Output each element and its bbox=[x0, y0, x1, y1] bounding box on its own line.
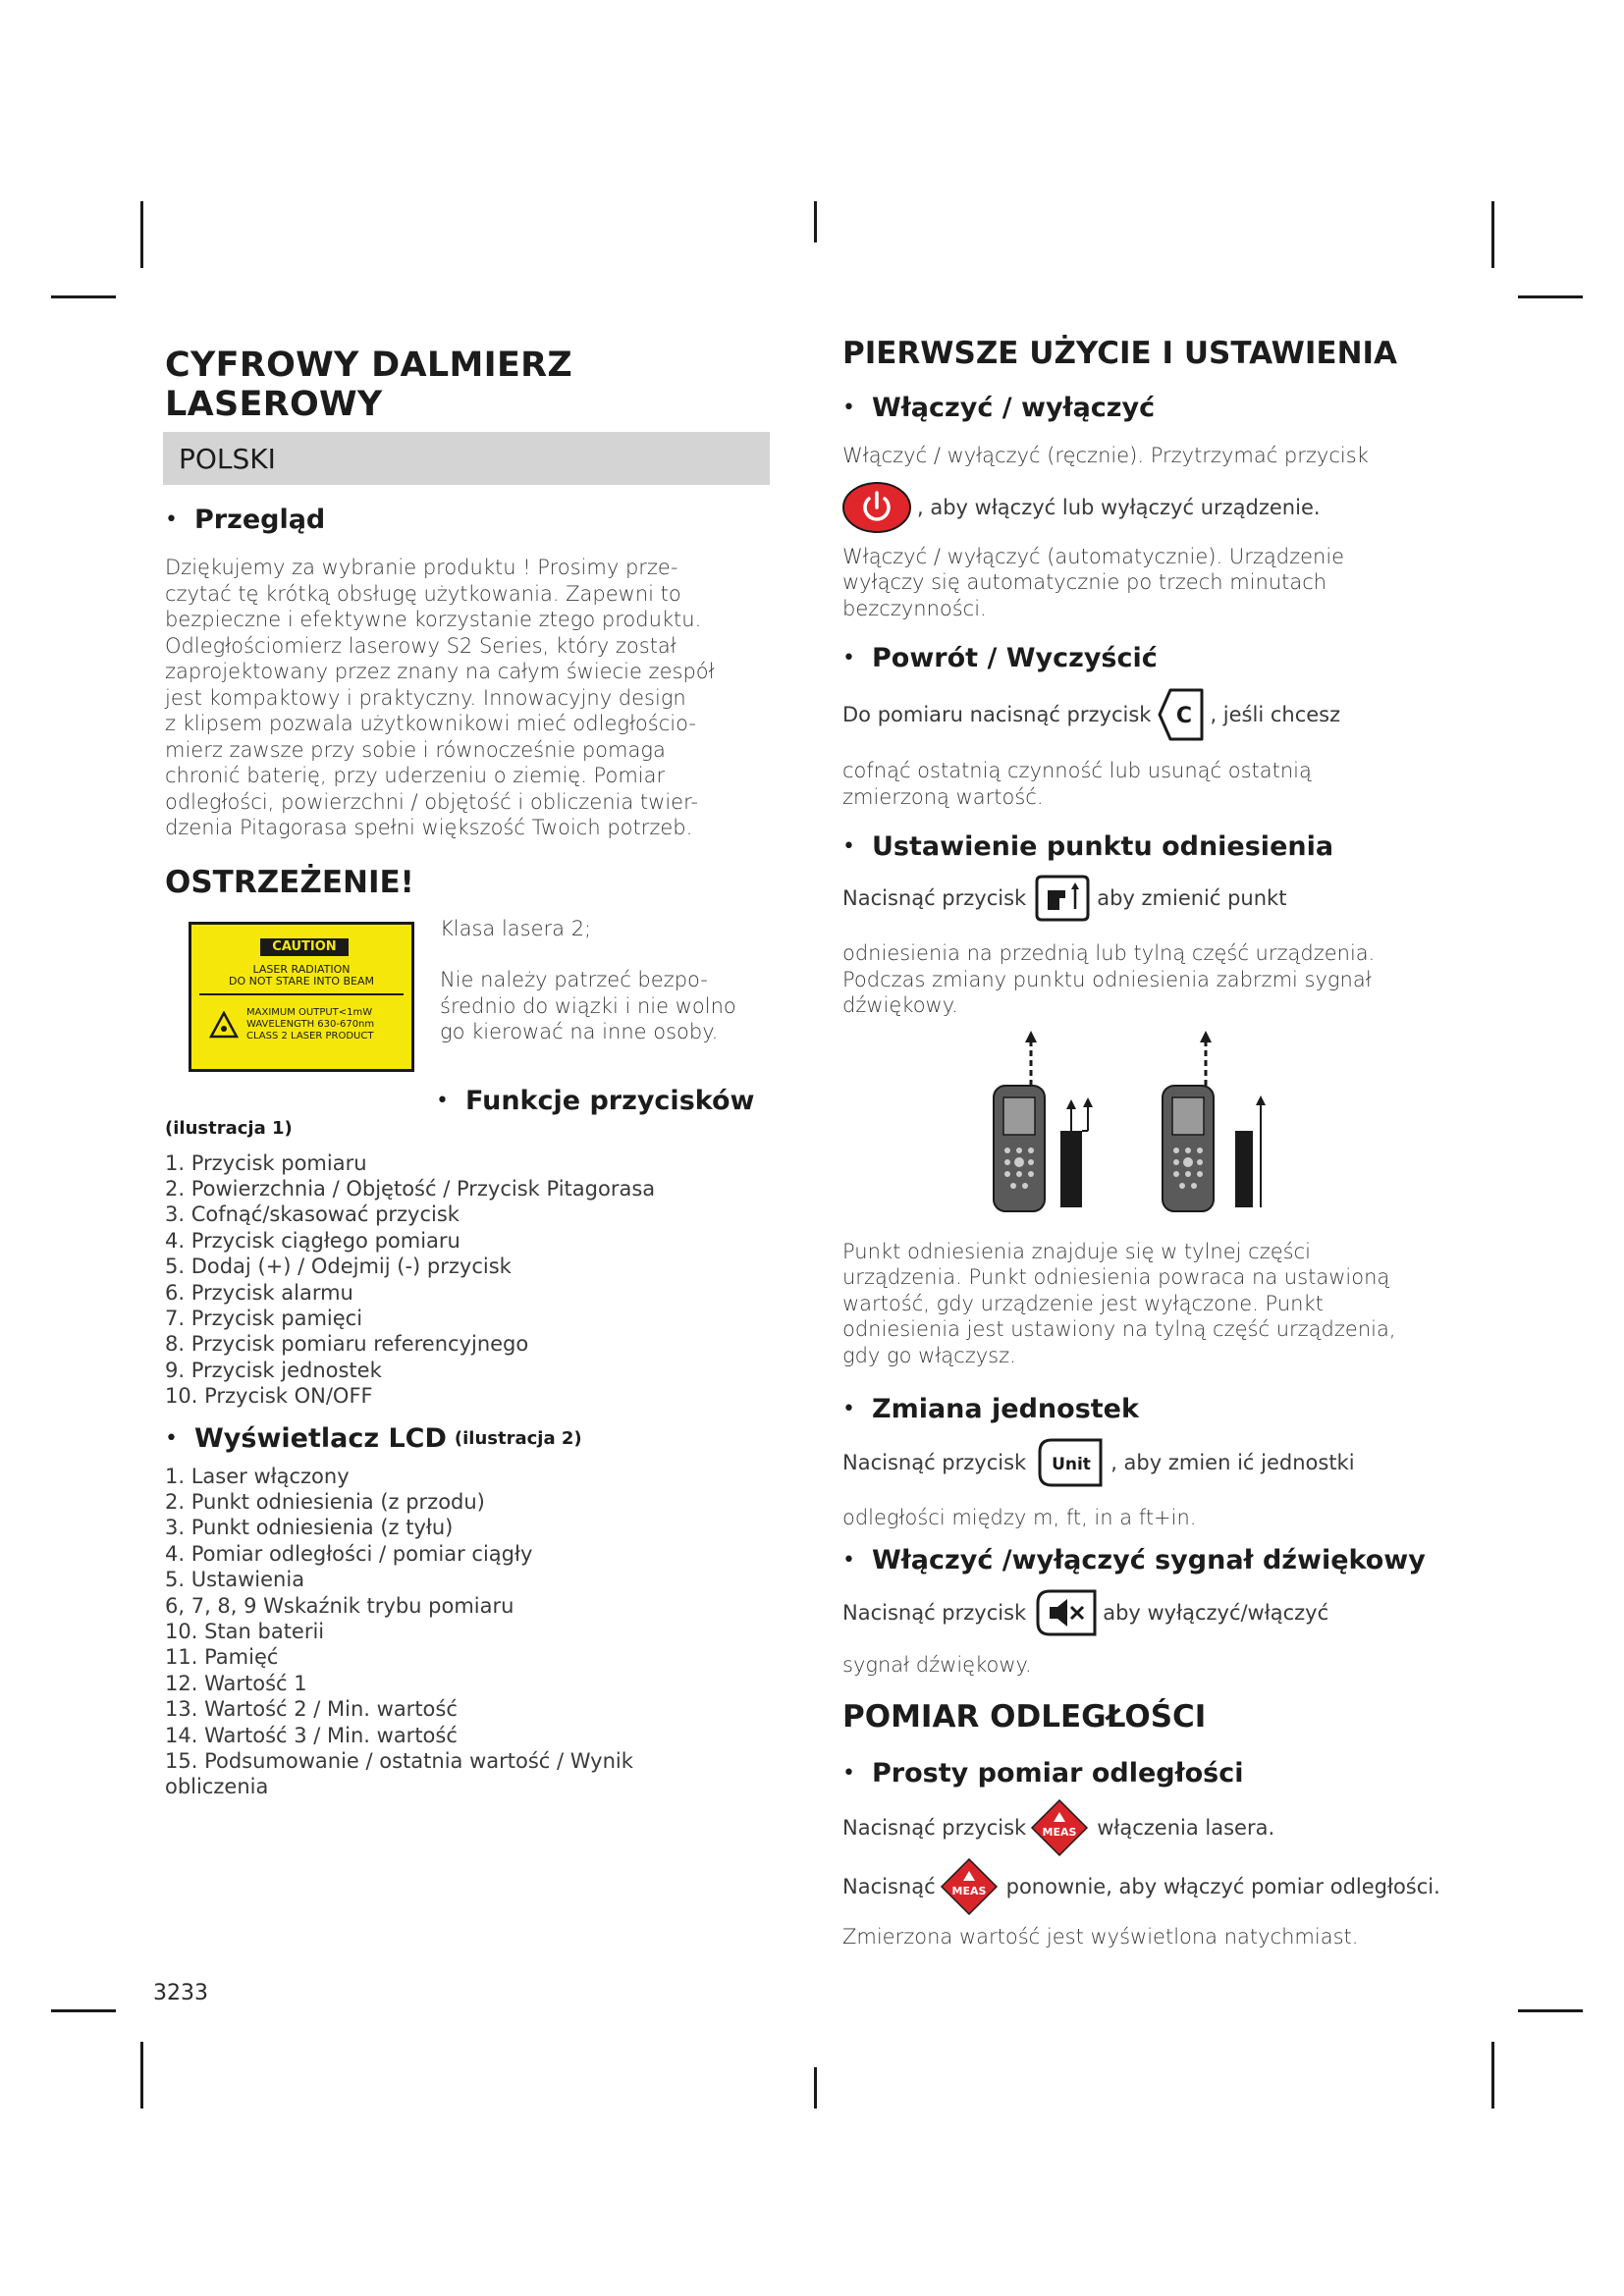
inline-text: Nacisnąć przycisk bbox=[842, 1600, 1027, 1625]
language-bar bbox=[163, 432, 770, 485]
unit-button-icon bbox=[1036, 1436, 1105, 1489]
list-item: 11. Pamięć bbox=[165, 1645, 279, 1670]
paragraph-line: Zmierzona wartość jest wyświetlona natychmiast. bbox=[842, 1925, 1359, 1949]
paragraph-line: średnio do wiązki i nie wolno bbox=[440, 993, 736, 1018]
inline-text: włączenia lasera. bbox=[1097, 1816, 1275, 1840]
back-text bbox=[842, 758, 1463, 810]
paragraph-line: odniesienia jest ustawiony na tylną część urządzenia, bbox=[842, 1317, 1396, 1341]
paragraph-line: dzenia Pitagorasa spełni większość Twoich potrzeb. bbox=[165, 816, 693, 839]
back-heading bbox=[842, 643, 1463, 673]
crop-mark bbox=[140, 2042, 143, 2109]
illustration-ref: (ilustracja 2) bbox=[454, 1427, 582, 1449]
inline-text: Nacisnąć przycisk bbox=[842, 1451, 1027, 1474]
paragraph-line: wyłączy się automatycznie po trzech minutach bbox=[842, 570, 1327, 594]
paragraph-line: go kierować na inne osoby. bbox=[440, 1020, 719, 1043]
laser-class: Klasa lasera 2; bbox=[440, 916, 592, 940]
list-item: 8. Przycisk pomiaru referencyjnego bbox=[165, 1332, 529, 1357]
crop-mark bbox=[51, 295, 116, 298]
caution-line: DO NOT STARE INTO BEAM bbox=[228, 974, 375, 988]
paragraph-line: dźwiękowy. bbox=[842, 993, 958, 1017]
ref-heading bbox=[842, 831, 1463, 862]
ref-heading-text: Ustawienie punktu odniesienia bbox=[872, 831, 1334, 862]
list-item: 4. Pomiar odległości / pomiar ciągły bbox=[165, 1541, 533, 1566]
bullet-icon: • bbox=[842, 1761, 855, 1786]
caution-divider bbox=[199, 993, 404, 995]
buttons-list bbox=[165, 1150, 770, 1410]
paragraph-line: Włączyć / wyłączyć (automatycznie). Urządzenie bbox=[842, 544, 1345, 568]
setup-title: PIERWSZE UŻYCIE I USTAWIENIA bbox=[842, 336, 1398, 371]
caution-line: LASER RADIATION bbox=[252, 962, 351, 976]
crop-mark bbox=[1491, 201, 1494, 268]
paragraph-line: zmierzoną wartość. bbox=[842, 784, 1044, 809]
paragraph-line: urządzenia. Punkt odniesienia powraca na ustawioną bbox=[842, 1265, 1390, 1289]
buttons-heading-text: Funkcje przycisków bbox=[465, 1085, 755, 1116]
bullet-icon: • bbox=[436, 1088, 449, 1113]
caution-specs bbox=[246, 1007, 374, 1042]
measure-title: POMIAR ODLEGŁOŚCI bbox=[842, 1699, 1207, 1735]
caution-label bbox=[189, 922, 414, 1072]
paragraph-line: Podczas zmiany punktu odniesienia zabrzmi sygnał bbox=[842, 967, 1372, 991]
page-number: 3233 bbox=[153, 1981, 208, 2005]
inline-text: Nacisnąć przycisk bbox=[842, 1816, 1027, 1840]
paragraph-line: jest kompaktowy i praktyczny. Innowacyjny design bbox=[165, 685, 686, 710]
list-item: 2. Punkt odniesienia (z przodu) bbox=[165, 1489, 485, 1514]
overview-text bbox=[165, 555, 770, 841]
paragraph-line: mierz zawsze przy sobie i równocześnie pomaga bbox=[165, 737, 666, 762]
paragraph-line: Odległościomierz laserowy S2 Series, który został bbox=[165, 633, 677, 658]
illustration-ref: (ilustracja 1) bbox=[165, 1117, 293, 1139]
crop-mark bbox=[1491, 2042, 1494, 2109]
inline-text: , aby zmien ić jednostki bbox=[1110, 1451, 1355, 1474]
bullet-icon: • bbox=[842, 1397, 855, 1421]
inline-text: aby wyłączyć/włączyć bbox=[1103, 1600, 1329, 1625]
onoff-heading-text: Włączyć / wyłączyć bbox=[872, 393, 1156, 423]
clear-icon-label: C bbox=[1176, 704, 1193, 728]
warning-block bbox=[165, 916, 770, 1072]
paragraph-line: Punkt odniesienia znajduje się w tylnej części bbox=[842, 1239, 1311, 1263]
list-item: 14. Wartość 3 / Min. wartość bbox=[165, 1723, 458, 1747]
crop-mark bbox=[814, 2067, 817, 2109]
ref-note-text bbox=[842, 1239, 1463, 1369]
paragraph-line: zaprojektowany przez znany na całym świecie zespół bbox=[165, 660, 715, 683]
list-item: 6. Przycisk alarmu bbox=[165, 1280, 353, 1305]
bullet-icon: • bbox=[842, 834, 855, 859]
left-column bbox=[165, 334, 770, 1800]
simple-heading bbox=[842, 1758, 1463, 1789]
warning-heading: OSTRZEŻENIE! bbox=[165, 864, 414, 900]
page-title: CYFROWY DALMIERZ LASEROWY bbox=[165, 346, 573, 424]
unit-heading bbox=[842, 1394, 1463, 1424]
unit-heading-text: Zmiana jednostek bbox=[872, 1394, 1139, 1424]
paragraph-line: Dziękujemy za wybranie produktu ! Prosimy prze- bbox=[165, 556, 678, 579]
sound-row bbox=[842, 1587, 1463, 1638]
list-item: 7. Przycisk pamięci bbox=[165, 1306, 363, 1330]
clear-button-icon bbox=[1157, 687, 1206, 742]
bullet-icon: • bbox=[165, 507, 178, 532]
ref-row bbox=[842, 874, 1463, 923]
list-item: 15. Podsumowanie / ostatnia wartość / Wynik bbox=[165, 1749, 633, 1774]
caution-title: CAUTION bbox=[260, 938, 349, 956]
caution-text bbox=[191, 964, 411, 988]
list-item: 12. Wartość 1 bbox=[165, 1671, 307, 1695]
paragraph-line: bezpieczne i efektywne korzystanie ztego produktu. bbox=[165, 608, 702, 631]
warning-text bbox=[440, 916, 736, 1072]
list-item: 3. Cofnąć/skasować przycisk bbox=[165, 1202, 460, 1227]
lcd-heading-text: Wyświetlacz LCD bbox=[194, 1422, 447, 1454]
mute-button-icon bbox=[1034, 1587, 1099, 1638]
meas-icon-label: MEAS bbox=[1042, 1826, 1077, 1839]
caution-line: MAXIMUM OUTPUT<1mW bbox=[246, 1006, 373, 1018]
meas-icon-label: MEAS bbox=[951, 1885, 987, 1897]
list-item: obliczenia bbox=[165, 1775, 269, 1799]
paragraph-line: z klipsem pozwala użytkownikowi mieć odległościo- bbox=[165, 712, 696, 735]
inline-text: ponownie, aby włączyć pomiar odległości. bbox=[1005, 1875, 1440, 1898]
overview-heading bbox=[165, 505, 770, 535]
list-item: 5. Ustawienia bbox=[165, 1568, 305, 1592]
crop-mark bbox=[1518, 295, 1583, 298]
onoff-auto-text bbox=[842, 544, 1463, 622]
simple-row-1 bbox=[842, 1796, 1463, 1859]
list-item: 10. Przycisk ON/OFF bbox=[165, 1384, 373, 1409]
paragraph-line: cofnąć ostatnią czynność lub usunąć ostatnią bbox=[842, 759, 1312, 782]
list-item: 3. Punkt odniesienia (z tyłu) bbox=[165, 1516, 454, 1540]
onoff-manual-row bbox=[842, 481, 1463, 534]
sound-heading-text: Włączyć /wyłączyć sygnał dźwiękowy bbox=[872, 1544, 1426, 1575]
paragraph-line: odległości między m, ft, in a ft+in. bbox=[842, 1506, 1197, 1529]
onoff-heading bbox=[842, 393, 1463, 423]
inline-text: Nacisnąć bbox=[842, 1875, 936, 1898]
list-item: 2. Powierzchnia / Objętość / Przycisk Pitagorasa bbox=[165, 1176, 656, 1201]
paragraph-line: chronić baterię, przy uderzeniu o ziemię. Pomiar bbox=[165, 764, 666, 787]
bullet-icon: • bbox=[165, 1425, 178, 1451]
list-item: 5. Dodaj (+) / Odejmij (-) przycisk bbox=[165, 1255, 512, 1279]
list-item: 1. Laser włączony bbox=[165, 1464, 350, 1488]
ref-text bbox=[842, 940, 1463, 1019]
device-front bbox=[994, 1031, 1093, 1211]
bullet-icon: • bbox=[842, 1547, 855, 1573]
lcd-list bbox=[165, 1464, 770, 1800]
caution-line: CLASS 2 LASER PRODUCT bbox=[246, 1030, 374, 1041]
meas-button-icon bbox=[936, 1855, 1002, 1918]
reference-button-icon bbox=[1034, 874, 1091, 923]
unit-row bbox=[842, 1436, 1463, 1489]
inline-text: aby zmienić punkt bbox=[1097, 886, 1287, 910]
buttons-heading bbox=[436, 1086, 770, 1116]
crop-mark bbox=[51, 2009, 116, 2012]
inline-text: Do pomiaru nacisnąć przycisk bbox=[842, 703, 1152, 726]
lcd-heading bbox=[165, 1423, 770, 1454]
caution-line: WAVELENGTH 630-670nm bbox=[246, 1018, 375, 1030]
list-item: 6, 7, 8, 9 Wskaźnik trybu pomiaru bbox=[165, 1593, 514, 1618]
power-button-icon bbox=[842, 481, 911, 534]
right-column bbox=[842, 334, 1463, 1950]
list-item: 13. Wartość 2 / Min. wartość bbox=[165, 1697, 458, 1722]
paragraph-line: bezczynności. bbox=[842, 596, 987, 620]
bullet-icon: • bbox=[842, 646, 855, 670]
list-item: 10. Stan baterii bbox=[165, 1620, 325, 1643]
reference-point-illustration bbox=[970, 1029, 1304, 1225]
paragraph-line: Nie należy patrzeć bezpo- bbox=[440, 968, 708, 991]
overview-heading-text: Przegląd bbox=[194, 505, 326, 535]
back-row bbox=[842, 687, 1463, 742]
paragraph-line: sygnał dźwiękowy. bbox=[842, 1652, 1032, 1677]
simple-row-2 bbox=[842, 1855, 1463, 1918]
paragraph-line: odległości, powierzchni / objętość i obliczenia twier- bbox=[165, 789, 698, 814]
bullet-icon: • bbox=[842, 396, 855, 420]
paragraph-line: gdy go włączysz. bbox=[842, 1343, 1016, 1367]
device-back bbox=[1163, 1031, 1266, 1211]
inline-text: Nacisnąć przycisk bbox=[842, 886, 1027, 910]
list-item: 4. Przycisk ciągłego pomiaru bbox=[165, 1228, 460, 1253]
crop-mark bbox=[1518, 2009, 1583, 2012]
simple-heading-text: Prosty pomiar odległości bbox=[872, 1758, 1244, 1789]
paragraph-line: odniesienia na przednią lub tylną część urządzenia. bbox=[842, 941, 1376, 965]
sound-heading bbox=[842, 1545, 1463, 1575]
crop-mark bbox=[140, 201, 143, 268]
language-label: POLSKI bbox=[179, 442, 276, 475]
inline-text: , jeśli chcesz bbox=[1210, 703, 1341, 726]
unit-icon-label: Unit bbox=[1052, 1455, 1092, 1474]
inline-text: , aby włączyć lub wyłączyć urządzenie. bbox=[917, 495, 1321, 519]
list-item: 1. Przycisk pomiaru bbox=[165, 1150, 367, 1175]
laser-warning-icon bbox=[209, 1011, 239, 1039]
paragraph-line: wartość, gdy urządzenie jest wyłączone. Punkt bbox=[842, 1291, 1324, 1315]
paragraph-line: czytać tę krótką obsługę użytkowania. Zapewni to bbox=[165, 581, 681, 606]
meas-button-icon bbox=[1026, 1796, 1093, 1859]
paragraph-line: Włączyć / wyłączyć (ręcznie). Przytrzymać przycisk bbox=[842, 444, 1369, 467]
crop-mark bbox=[814, 201, 817, 242]
list-item: 9. Przycisk jednostek bbox=[165, 1358, 382, 1382]
back-heading-text: Powrót / Wyczyścić bbox=[872, 643, 1158, 673]
